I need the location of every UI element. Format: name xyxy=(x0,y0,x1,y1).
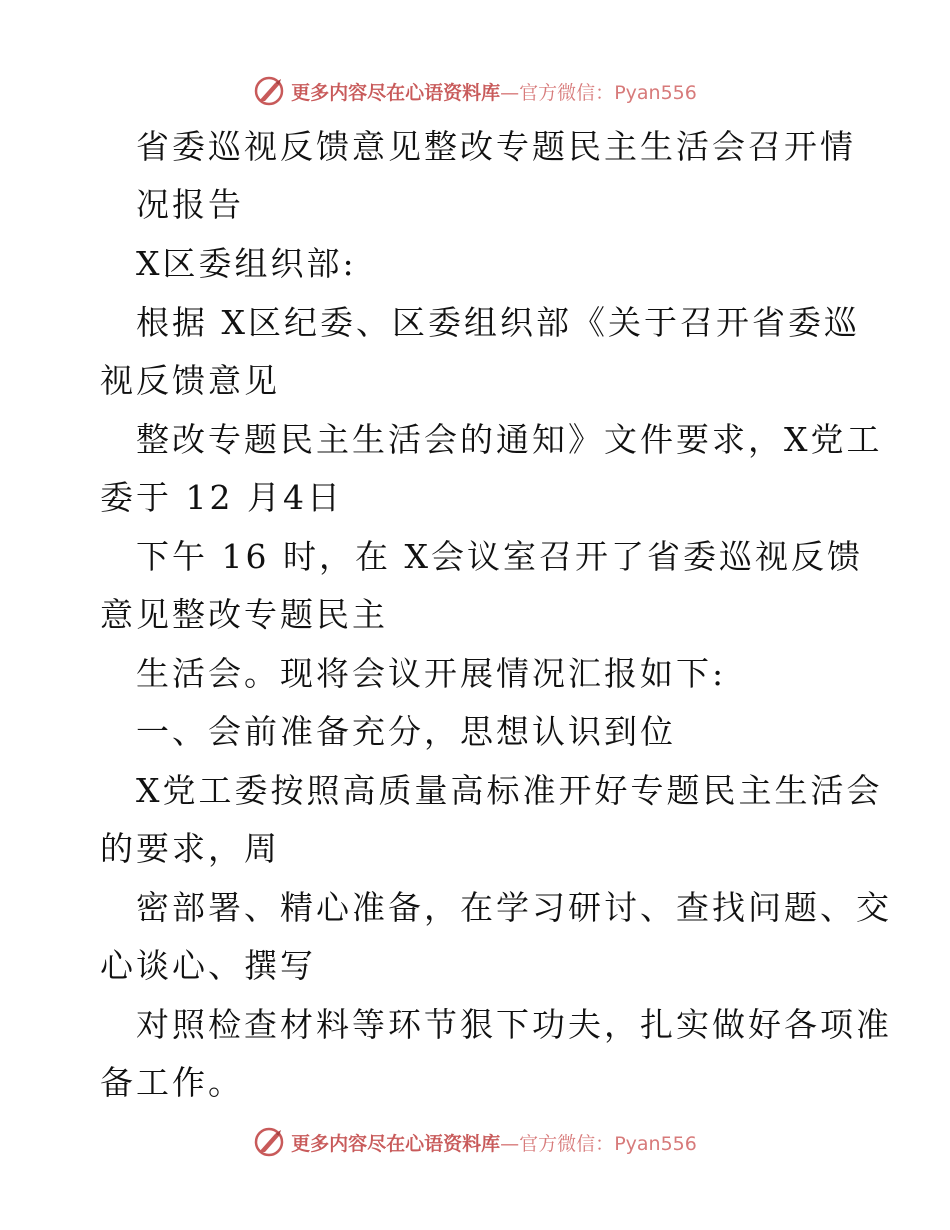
section-heading: 一、会前准备充分，思想认识到位 xyxy=(136,712,676,751)
paragraph-line: 心谈心、撰写 xyxy=(100,946,316,985)
watermark-official: 官方微信： xyxy=(519,1132,615,1155)
salutation: X区委组织部: xyxy=(136,244,357,283)
paragraph-line: 备工作。 xyxy=(100,1063,244,1102)
watermark-dash: — xyxy=(500,1132,520,1155)
paragraph-line: 委于 12 月4日 xyxy=(100,478,343,517)
paragraph-line: 对照检查材料等环节狠下功夫，扎实做好各项准 xyxy=(136,1005,892,1044)
watermark-brand: 更多内容尽在心语资料库 xyxy=(291,1132,501,1155)
watermark-brand: 更多内容尽在心语资料库 xyxy=(291,81,501,104)
watermark-text xyxy=(291,78,697,105)
quill-pen-logo-icon xyxy=(253,75,285,107)
paragraph-line: 下午 16 时，在 X会议室召开了省委巡视反馈 xyxy=(136,537,863,576)
quill-pen-logo-icon xyxy=(253,1126,285,1158)
document-title-line-2: 况报告 xyxy=(136,185,244,224)
watermark-wechat-id: Pyan556 xyxy=(614,1132,697,1155)
paragraph-line: X党工委按照高质量高标准开好专题民主生活会 xyxy=(136,771,883,810)
document-title-line-1: 省委巡视反馈意见整改专题民主生活会召开情 xyxy=(136,127,856,166)
paragraph-line: 意见整改专题民主 xyxy=(100,595,388,634)
watermark-dash: — xyxy=(500,81,520,104)
header-watermark xyxy=(0,71,950,111)
watermark-official: 官方微信： xyxy=(519,81,615,104)
paragraph-line: 整改专题民主生活会的通知》文件要求，X党工 xyxy=(136,420,883,459)
paragraph-line: 生活会。现将会议开展情况汇报如下: xyxy=(136,654,727,693)
paragraph-line: 的要求，周 xyxy=(100,829,280,868)
watermark-text xyxy=(291,1129,697,1156)
paragraph-line: 根据 X区纪委、区委组织部《关于召开省委巡 xyxy=(136,303,860,342)
paragraph-line: 密部署、精心准备，在学习研讨、查找问题、交 xyxy=(136,888,892,927)
paragraph-line: 视反馈意见 xyxy=(100,361,280,400)
footer-watermark xyxy=(0,1122,950,1162)
watermark-wechat-id: Pyan556 xyxy=(614,81,697,104)
